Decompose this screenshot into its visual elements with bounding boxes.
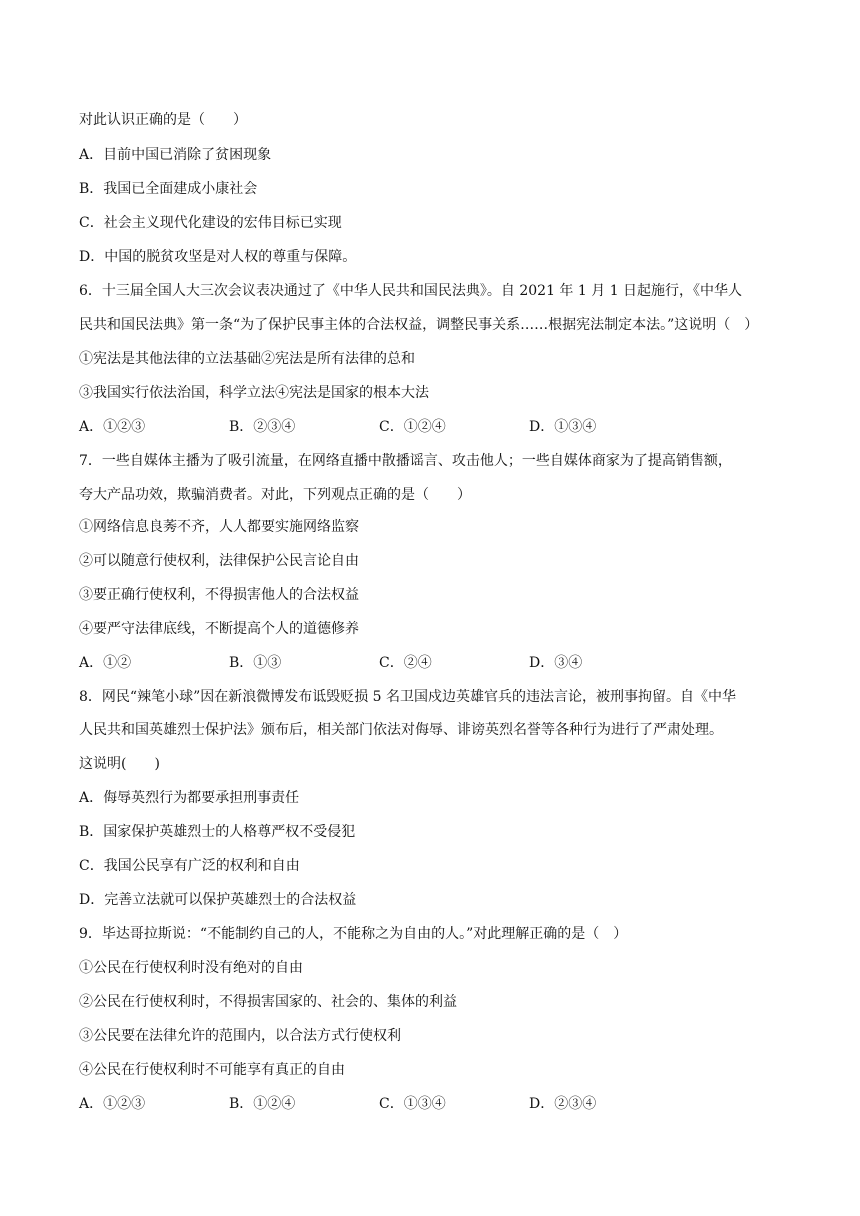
q6-option-d: D．①③④ bbox=[529, 419, 597, 435]
q6-option-b: B．②③④ bbox=[229, 419, 296, 435]
q9-option-c: C．①③④ bbox=[379, 1096, 446, 1112]
q8-stem-line-3: 这说明( ) bbox=[79, 756, 160, 772]
q7-statement-2: ②可以随意行使权利，法律保护公民言论自由 bbox=[79, 553, 359, 569]
q8-option-d: D．完善立法就可以保护英雄烈士的合法权益 bbox=[79, 892, 357, 908]
q9-statement-3: ③公民要在法律允许的范围内，以合法方式行使权利 bbox=[79, 1028, 401, 1044]
q6-statement-1: ①宪法是其他法律的立法基础②宪法是所有法律的总和 bbox=[79, 351, 415, 367]
q5-option-b: B．我国已全面建成小康社会 bbox=[79, 181, 258, 197]
q7-statement-3: ③要正确行使权利，不得损害他人的合法权益 bbox=[79, 587, 359, 603]
q8-option-a: A．侮辱英烈行为都要承担刑事责任 bbox=[79, 790, 300, 806]
q6-stem-line-2: 民共和国民法典》第一条“为了保护民事主体的合法权益，调整民事关系……根据宪法制定本法。”这说明（ ） bbox=[79, 317, 759, 333]
q7-statement-1: ①网络信息良莠不齐，人人都要实施网络监察 bbox=[79, 519, 359, 535]
q6-option-a: A．①②③ bbox=[79, 419, 146, 435]
q9-option-b: B．①②④ bbox=[229, 1096, 296, 1112]
q9-option-a: A．①②③ bbox=[79, 1096, 146, 1112]
q9-options bbox=[79, 1094, 784, 1114]
q7-option-c: C．②④ bbox=[379, 655, 432, 671]
q9-statement-4: ④公民在行使权利时不可能享有真正的自由 bbox=[79, 1062, 345, 1078]
q8-option-c: C．我国公民享有广泛的权利和自由 bbox=[79, 858, 300, 874]
q6-options bbox=[79, 417, 784, 437]
q7-stem-line-2: 夸大产品功效，欺骗消费者。对此，下列观点正确的是（ ） bbox=[79, 487, 471, 503]
q9-stem: 9．毕达哥拉斯说：“不能制约自己的人，不能称之为自由的人。”对此理解正确的是（ ） bbox=[79, 926, 628, 942]
q5-option-d: D．中国的脱贫攻坚是对人权的尊重与保障。 bbox=[79, 249, 357, 265]
q6-stem-line-1: 6．十三届全国人大三次会议表决通过了《中华人民共和国民法典》。自 2021 年 1 月 1 日起施行，《中华人 bbox=[79, 283, 743, 299]
q8-stem-line-1: 8．网民“辣笔小球”因在新浪微博发布诋毁贬损 5 名卫国戍边英雄官兵的违法言论，被刑事拘留。自《中华 bbox=[79, 689, 737, 705]
q5-option-c: C．社会主义现代化建设的宏伟目标已实现 bbox=[79, 215, 342, 231]
q6-option-c: C．①②④ bbox=[379, 419, 446, 435]
q8-stem-line-2: 人民共和国英雄烈士保护法》颁布后，相关部门依法对侮辱、诽谤英烈名誉等各种行为进行了严肃处理。 bbox=[79, 722, 723, 738]
q5-option-a: A．目前中国已消除了贫困现象 bbox=[79, 147, 272, 163]
q7-statement-4: ④要严守法律底线，不断提高个人的道德修养 bbox=[79, 621, 359, 637]
q7-stem-line-1: 7．一些自媒体主播为了吸引流量，在网络直播中散播谣言、攻击他人；一些自媒体商家为了提高销售额， bbox=[79, 453, 732, 469]
q7-option-d: D．③④ bbox=[529, 655, 583, 671]
q9-option-d: D．②③④ bbox=[529, 1096, 597, 1112]
q7-option-a: A．①② bbox=[79, 655, 132, 671]
q9-statement-1: ①公民在行使权利时没有绝对的自由 bbox=[79, 960, 303, 976]
q9-statement-2: ②公民在行使权利时，不得损害国家的、社会的、集体的利益 bbox=[79, 994, 457, 1010]
q5-stem: 对此认识正确的是（ ） bbox=[79, 112, 247, 128]
q7-option-b: B．①③ bbox=[229, 655, 282, 671]
q8-option-b: B．国家保护英雄烈士的人格尊严权不受侵犯 bbox=[79, 824, 356, 840]
q6-statement-2: ③我国实行依法治国，科学立法④宪法是国家的根本大法 bbox=[79, 385, 429, 401]
q7-options bbox=[79, 653, 784, 673]
